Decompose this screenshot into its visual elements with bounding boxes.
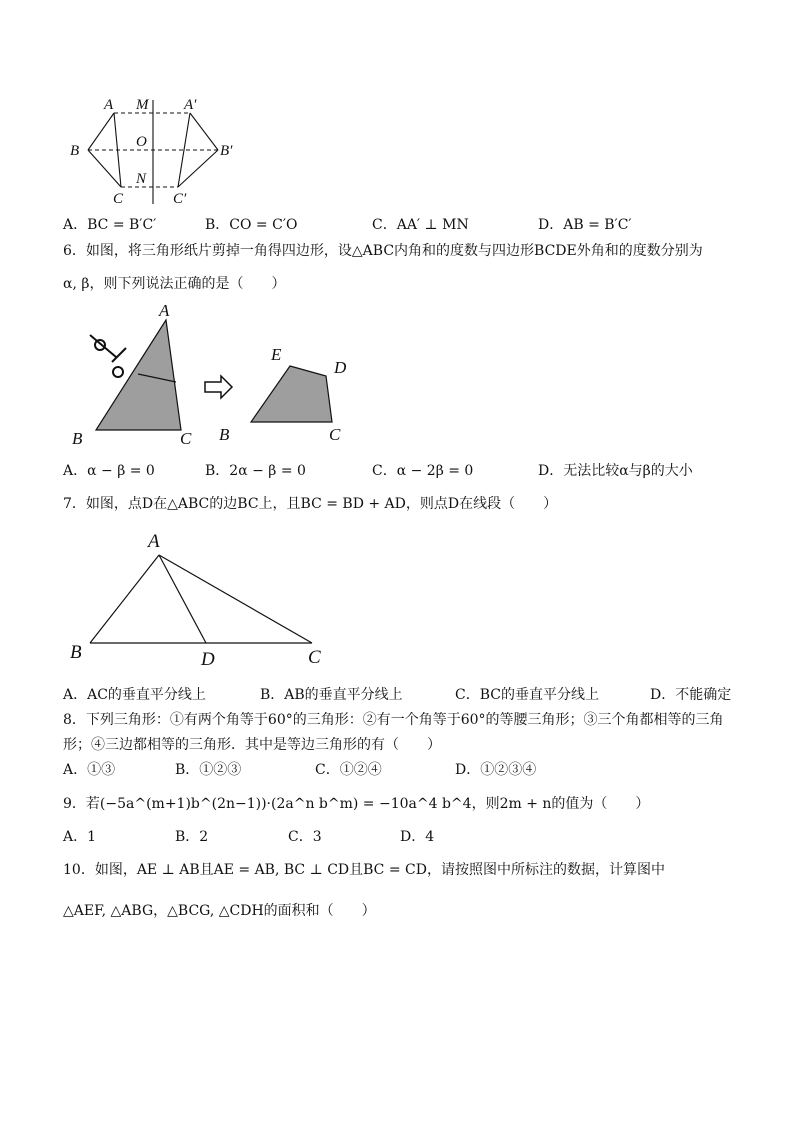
q9-option-b[interactable]: B．2 xyxy=(175,829,209,845)
segment-A1B1 xyxy=(190,113,218,150)
q9-option-d[interactable]: D．4 xyxy=(400,829,435,845)
q7-option-c[interactable]: C．BC的垂直平分线上 xyxy=(455,687,599,703)
label-B: B xyxy=(70,642,82,663)
q5-option-b[interactable]: B．CO = C′O xyxy=(205,217,298,233)
label-D: D xyxy=(334,358,347,377)
q7-option-b[interactable]: B．AB的垂直平分线上 xyxy=(260,687,403,703)
arrow-right-icon xyxy=(205,376,232,398)
segment-B1C1 xyxy=(178,150,218,187)
label-C: C xyxy=(308,647,321,668)
q6-option-a[interactable]: A．α − β = 0 xyxy=(63,463,155,479)
q8-option-a[interactable]: A．①③ xyxy=(63,762,116,778)
q5-option-c[interactable]: C．AA′ ⊥ MN xyxy=(372,217,469,233)
q6-option-c[interactable]: C．α − 2β = 0 xyxy=(372,463,474,479)
segment-AB xyxy=(88,113,114,150)
q8-option-c[interactable]: C．①②④ xyxy=(315,762,382,778)
label-B-quad: B xyxy=(219,425,230,444)
label-A: A xyxy=(148,531,160,552)
quadrilateral-BCDE xyxy=(251,366,332,422)
q10-stem-line2: △AEF, △ABG，△BCG, △CDH的面积和（ ） xyxy=(63,903,376,919)
q10-stem-line1: 10．如图，AE ⊥ AB且AE = AB, BC ⊥ CD且BC = CD，请按照图中所标注的数据，计算图中 xyxy=(63,862,665,878)
scissors-icon xyxy=(90,335,126,377)
q8-option-d[interactable]: D．①②③④ xyxy=(455,762,537,778)
label-A-prime: A′ xyxy=(184,97,197,113)
q5-option-a[interactable]: A．BC = B′C′ xyxy=(63,217,157,233)
label-A: A xyxy=(159,301,170,320)
q7-option-a[interactable]: A．AC的垂直平分线上 xyxy=(63,687,206,703)
q6-option-b[interactable]: B．2α − β = 0 xyxy=(205,463,306,479)
q9-stem: 9．若(−5a^(m+1)b^(2n−1))·(2a^n b^m) = −10a^4 b^4，则2m + n的值为（ ） xyxy=(63,796,650,812)
label-C: C xyxy=(180,429,192,448)
q9-option-c[interactable]: C．3 xyxy=(288,829,322,845)
q8-option-b[interactable]: B．①②③ xyxy=(175,762,242,778)
q5-figure xyxy=(66,92,246,212)
q7-option-d[interactable]: D．不能确定 xyxy=(650,687,732,703)
label-B-prime: B′ xyxy=(220,143,233,159)
q6-option-d[interactable]: D．无法比较α与β的大小 xyxy=(538,463,693,479)
label-A: A xyxy=(104,97,114,113)
label-O: O xyxy=(136,134,147,150)
label-C-prime: C′ xyxy=(173,191,187,207)
label-E: E xyxy=(271,345,282,364)
label-D: D xyxy=(201,649,215,670)
q6-stem-line1: 6．如图，将三角形纸片剪掉一角得四边形，设△ABC内角和的度数与四边形BCDE外角和的度数分别为 xyxy=(63,243,703,259)
q9-option-a[interactable]: A．1 xyxy=(63,829,97,845)
q6-figure xyxy=(66,300,366,450)
segment-BC xyxy=(88,150,121,187)
q7-stem: 7．如图，点D在△ABC的边BC上，且BC = BD + AD，则点D在线段（ ） xyxy=(63,496,558,512)
label-C-quad: C xyxy=(329,425,341,444)
cut-triangle-shape xyxy=(96,320,181,430)
label-B: B xyxy=(70,143,80,159)
label-C: C xyxy=(113,191,124,207)
label-M: M xyxy=(136,97,149,113)
label-N: N xyxy=(136,171,147,187)
q6-stem-line2: α, β，则下列说法正确的是（ ） xyxy=(63,276,286,292)
q5-option-d[interactable]: D．AB = B′C′ xyxy=(538,217,632,233)
q8-stem-line2: 形；④三边都相等的三角形．其中是等边三角形的有（ ） xyxy=(63,737,441,753)
q7-figure xyxy=(66,525,336,670)
q8-stem-line1: 8．下列三角形：①有两个角等于60°的三角形：②有一个角等于60°的等腰三角形；③三个角都相等的三角 xyxy=(63,712,724,728)
segment-AB xyxy=(90,555,159,643)
label-B: B xyxy=(72,429,83,448)
